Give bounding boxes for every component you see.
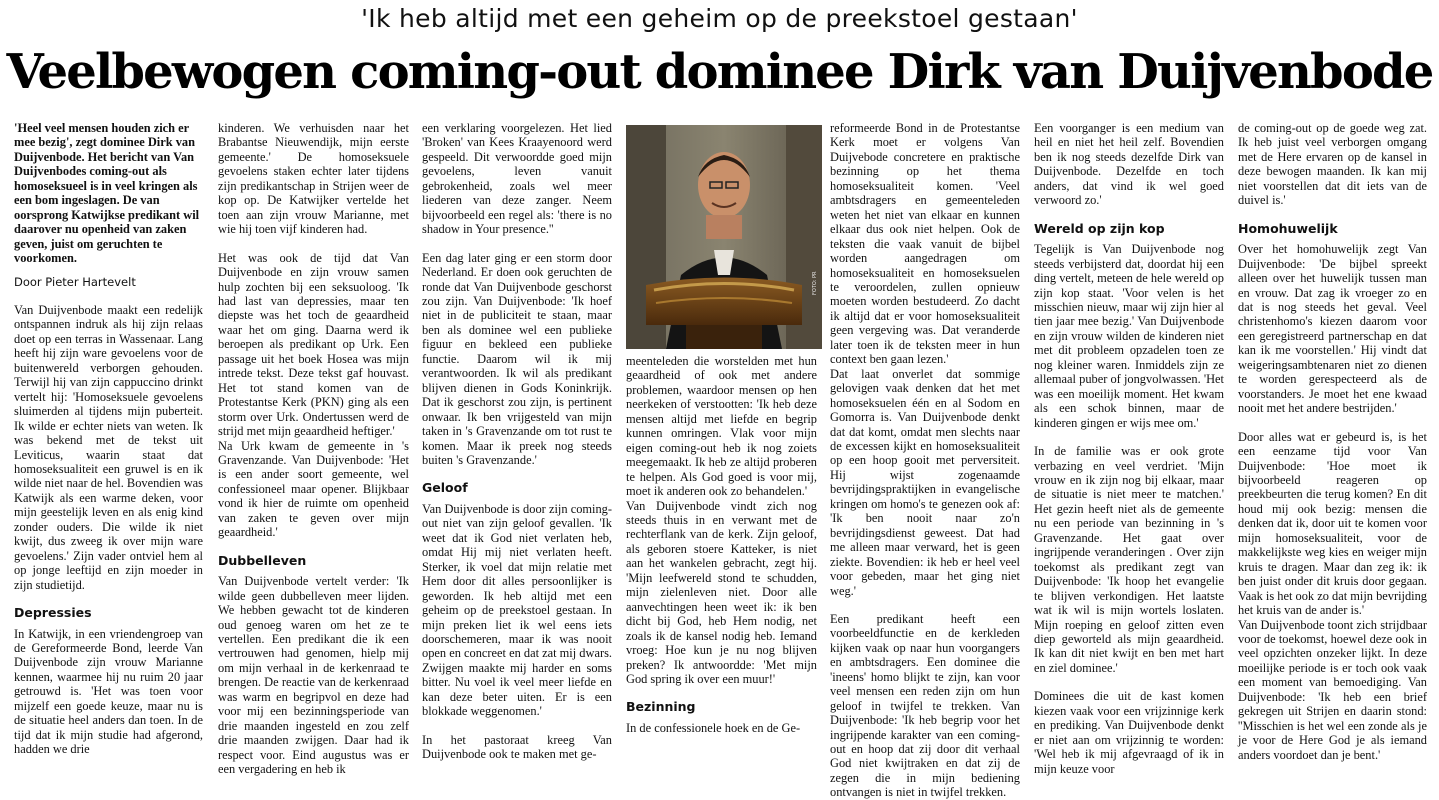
body-paragraph: In het pastoraat kreeg Van Duijvenbode ook te maken met ge- (422, 732, 612, 762)
body-paragraph: Van Duijvenbode maakt een redelijk ontspannen indruk als hij zijn relaas doet op een terras in Wassenaar. Lang heeft hij zijn ware gevoelens voor de buitenwereld verborgen gehouden. Terwijl hij van zijn cappuccino drinkt vertelt hij: 'Homoseksuele gevoelens sluimerden al tijdens mijn puberteit. Ik wilde er echter niets van weten. Ik was bekend met de tekst uit Leviticus, waarin staat dat homoseksualiteit een gruwel is en ik wilde niet naar de hel. Bovendien was Katwijk als een warme deken, voor mijn geestelijk leven en als enig kind zonder ouders. Die wilde ik niet kwijt, dus zweeg ik over mijn ware gevoelens.' Zijn vader ontviel hem al op jonge leeftijd en zijn moeder in zijn studietijd. (14, 302, 203, 592)
body-paragraph: Het was ook de tijd dat Van Duijvenbode en zijn vrouw samen hulp zochten bij een seksuoloog. 'Ik had last van depressies, maar ten diepste was het toch de geaardheid waar het om ging. Daarna werd ik beroepen als predikant op Urk. Een passage uit het boek Hosea was mijn intrede tekst. Deze tekst gaf houvast. Het tot stand komen van de Protestantse Kerk (PKN) ging als een storm over Urk. Ondertussen werd de strijd met mijn geaardheid heftiger.' Na Urk kwam de gemeente in 's Gravenzande. Van Duijvenbode: 'Het is een ander soort gemeente, wel confessioneel maar opener. Blijkbaar vond ik hier de ruimte om openheid van zaken te geven over mijn geaardheid.' (218, 250, 409, 540)
byline: Door Pieter Hartevelt (14, 274, 136, 289)
subheading-depressies: Depressies (14, 605, 92, 621)
article-column-7 (1238, 121, 1427, 761)
article-column-5 (830, 121, 1020, 800)
body-paragraph: Een voorganger is een medium van heil en niet het heil zelf. Bovendien ben ik nog steeds dezelfde Dirk van Duijvenbode. Dezelfde en toch anders, dat vind ik wel goed verwoord zo.' (1034, 121, 1224, 208)
body-paragraph: In Katwijk, in een vriendengroep van de Gereformeerde Bond, leerde Van Duijvenbode zijn vrouw Marianne kennen, waarmee hij nu ruim 20 jaar getrouwd is. 'Het was toen voor mijzelf een goede keuze, maar nu is de situatie heel anders dan toen. In de tijd dat ik mijn studie had afgerond, hadden we drie (14, 626, 203, 757)
subheading-dubbelleven: Dubbelleven (218, 552, 307, 568)
kicker: 'Ik heb altijd met een geheim op de preekstoel gestaan' (361, 4, 1078, 33)
body-paragraph: reformeerde Bond in de Protestantse Kerk moet er volgens Van Duijvebode concretere en praktische bezinning op het thema homoseksualiteit komen. 'Veel ambtsdragers en gemeenteleden weten het niet van elkaar en kunnen elkaar dus ook niet helpen. Ook de teksten die vaak vanuit de bijbel worden aangedragen om homoseksualiteit en homoseksuelen te veroordelen, zullen opnieuw moeten worden bestudeerd. Zo dacht ik altijd dat er voor homoseksualiteit geen vergeving was. Dat veranderde later toen ik de teksten meer in hun context ben gaan lezen.' Dat laat onverlet dat sommige gelovigen vaak denken dat het met homoseksuelen één en al Sodom en Gomorra is. Van Duijvenbode denkt dat dat komt, omdat men slechts naar de excessen kijkt en homoseksualiteit op een hoop gooit met perversiteit. Hij wijst zogenaamde bevrijdingspraktijken in evangelische kringen om homo's te genezen ook af: 'Ik ben nooit naar zo'n bevrijdingsdienst geweest. Dat had me alleen maar verward, het is geen ziekte. Bovendien: ik heb er heel veel voor gebeden, maar het ging niet weg.' (830, 121, 1020, 598)
article-column-2 (218, 121, 409, 777)
body-paragraph: Tegelijk is Van Duijvenbode nog steeds verbijsterd dat, doordat hij een ding vertelt, meteen de hele wereld op zijn kop staat. 'Voor velen is het misschien nieuw, maar wij zijn hier al tien jaar mee bezig.' Van Duijvenbode en zijn vrouw wilden de kinderen niet met dit probleem opzadelen toen ze nog kleiner waren. Inmiddels zijn ze allemaal puber of jongvolwassen. 'Het was een moeilijk moment. Het kwam als een schok binnen, maar de kinderen gingen er wijs mee om.' (1034, 242, 1224, 430)
article-column-6 (1034, 121, 1224, 776)
article-column-3 (422, 121, 612, 761)
body-paragraph: Dominees die uit de kast komen kiezen vaak voor een vrijzinnige kerk en prediking. Van Duijvenbode denkt er niet aan om vrijzinnig te worden: 'Wel heb ik mij afgevraagd of ik in mijn keuze voor (1034, 689, 1224, 776)
article-column-1 (14, 121, 203, 761)
article-column-4 (626, 354, 817, 761)
body-paragraph: Van Duijvenbode is door zijn coming-out niet van zijn geloof gevallen. 'Ik weet dat ik God niet verlaten heb, omdat Hij mij niet verlaten heeft. Sterker, ik voel dat mijn relatie met Hem door dit alles persoonlijker is geworden. Ik heb altijd met een geheim op de preekstoel gestaan. In mijn preken liet ik wel eens iets doorschemeren, maar ik was nooit open en concreet en dat zat mij dwars. Zwijgen maakte mij harder en soms bitter. Nu voel ik veel meer liefde en kan deze beter uiten. Er is een blokkade weggenomen.' (422, 501, 612, 719)
subheading-wereld-op-zijn-kop: Wereld op zijn kop (1034, 220, 1165, 236)
photo-credit: FOTO: PR (812, 271, 818, 295)
portrait-photo (626, 125, 822, 349)
body-paragraph: een verklaring voorgelezen. Het lied 'Broken' van Kees Kraayenoord werd gespeeld. Dit verwoordde goed mijn gevoelens, leven vanuit gebrokenheid, zoals wel meer liederen van deze zanger. Neem bijvoorbeeld een regel als: 'there is no shadow in Your presence.'' (422, 121, 612, 237)
body-paragraph: Van Duijvenbode vertelt verder: 'Ik wilde geen dubbelleven meer lijden. We hebben gewacht tot de kinderen oud genoeg waren om het ze te vertellen. Een predikant die ik een vertrouwen had genomen, hielp mij om mijn verhaal in de kerkenraad te brengen. De reactie van de kerkenraad was warm en begripvol en deze had voor mij een bezinningsperiode van drie maanden ingesteld en zou zelf drie maanden zwijgen. Daar had ik respect voor. Eind augustus was er een vergadering en heb ik (218, 574, 409, 777)
body-paragraph: de coming-out op de goede weg zat. Ik heb juist veel verborgen omgang met de Here ervaren op de kansel in deze bewogen maanden. Ik kan mij niet voorstellen dat dit iets van de duivel is.' (1238, 121, 1427, 208)
headline: Veelbewogen coming-out dominee Dirk van Duijvenbode (6, 44, 1433, 100)
portrait-illustration (626, 125, 822, 349)
subheading-bezinning: Bezinning (626, 699, 696, 715)
body-paragraph: Over het homohuwelijk zegt Van Duijvenbode: 'De bijbel spreekt alleen over het huwelijk tussen man en vrouw. Dat zag ik vroeger zo en dat is nog steeds het geval. Veel christenhomo's kiezen daarom voor een geregistreerd partnerschap en dat kan ik me voorstellen.' Hij vindt dat weigeringsambtenaren niet zo dienen te worden gerespecteerd als de voorstanders. Je moet het ene kwaad nooit met het andere bestrijden.' (1238, 242, 1427, 416)
body-paragraph: meenteleden die worstelden met hun geaardheid of ook met andere problemen, waardoor mensen op hen neerkeken of verstootten: 'Ik heb deze mensen altijd met liefde en begrip kunnen omringen. Vlak voor mijn eigen coming-out heb ik nog zoiets meegemaakt. Ik heb ze altijd proberen te helpen. Als God goed is voor mij, moet ik anderen ook zo behandelen.' Van Duijvenbode vindt zich nog steeds thuis in en verwant met de rechterflank van de kerk. Zijn geloof, als geboren stoere Katteker, is niet aan het wankelen gebracht, zegt hij. 'Mijn leefwereld stond te schudden, mijn zielenleven niet. Door alle aanvechtingen heen weet ik: ik ben dicht bij God, heb Hem nodig, net zoals ik de kansel nodig heb. Iemand vroeg: Hoe kun je nu nog blijven preken? Ik antwoordde: 'Met mijn God spring ik over een muur!' (626, 354, 817, 686)
lead-paragraph: 'Heel veel mensen houden zich er mee bezig', zegt dominee Dirk van Duijvenbode. Het bericht van Van Duijvenbodes coming-out als homoseksueel is in veel kringen als een bom ingeslagen. De van oorsprong Katwijkse predikant wil daarover nu openheid van zaken geven, juist om geruchten te voorkomen. (14, 121, 200, 266)
subheading-homohuwelijk: Homohuwelijk (1238, 220, 1338, 236)
body-paragraph: kinderen. We verhuisden naar het Brabantse Nieuwendijk, mijn eerste gemeente.' De homoseksuele gevoelens staken echter later tijdens zijn predikantschap in Strijen weer de kop op. De Katwijker vertelde het toen aan zijn vrouw Marianne, met wie hij toen vijf kinderen had. (218, 121, 409, 237)
body-paragraph: Een predikant heeft een voorbeeldfunctie en de kerkleden kijken vaak op naar hun voorgangers en ambtsdragers. Een dominee die 'ineens' homo blijkt te zijn, kan voor veel mensen een reden zijn om hun geloof in twijfel te trekken. Van Duijvenbode: 'Ik heb begrip voor het ingrijpende karakter van een coming-out en hoop dat zij door dit verhaal God niet kwijtraken en dat zij de zegen die in mijn bediening ontvangen is niet in twijfel trekken. (830, 611, 1020, 800)
subheading-geloof: Geloof (422, 480, 468, 496)
body-paragraph: Door alles wat er gebeurd is, is het een eenzame tijd voor Van Duijvenbode: 'Hoe moet ik bijvoorbeeld reageren op preekbeurten die terug komen? En dit houd mij ook bezig: mensen die denken dat ik, door uit te komen voor mijn homoseksualiteit, voor de makkelijkste weg kies en weiger mijn kruis te dragen. Maar dan zeg ik: ik ben juist onder dit kruis door gegaan. Vaak is het ook zo dat mijn bevrijding het kruis van de ander is.' Van Duijvenbode toont zich strijdbaar voor de toekomst, hoewel deze ook in veel opzichten onzeker lijkt. In deze moeilijke periode is er toch ook vaak een moment van bemoediging. Van Duijvenbode: 'Ik heb een brief gekregen uit Strijen en daarin stond: ''Misschien is het wel een zonde als je je voor de Here God je als iemand anders voordoet dan je bent.' (1238, 429, 1427, 762)
body-paragraph: Een dag later ging er een storm door Nederland. Er doen ook geruchten de ronde dat Van Duijvenbode geschorst zou zijn. Van Duijvenbode: 'Ik hoef niet in de publiciteit te staan, maar ben als dominee wel een publieke figuur en bekleed een publieke functie. Daarom wil ik mij verantwoorden. Ik wil als predikant blijven dienen in Gods Koninkrijk. Dat ik geschorst zou zijn, is pertinent onwaar. Ik ben vrijgesteld van mijn taken in 's Gravenzande om tot rust te komen. Maar ik preek nog steeds buiten 's Gravenzande.' (422, 250, 612, 467)
body-paragraph: In de confessionele hoek en de Ge- (626, 720, 801, 735)
body-paragraph: In de familie was er ook grote verbazing en veel verdriet. 'Mijn vrouw en ik zijn nog bij elkaar, maar de situatie is niet meer te matchen.' Het gezin heeft niet als de gemeente nu een periode van bezinning in 's Gravenzande. Het gaat over ingrijpende veranderingen . Over zijn toekomst als predikant zegt van Duijvenbode: 'Ik hoop het evangelie te blijven verkondigen. Het laatste wat ik wil is mijn wortels loslaten. Mijn roeping en geloof zitten even diep geworteld als mijn geaardheid. Ik kan dit niet kwijt en ben met hart en ziel dominee.' (1034, 444, 1224, 675)
